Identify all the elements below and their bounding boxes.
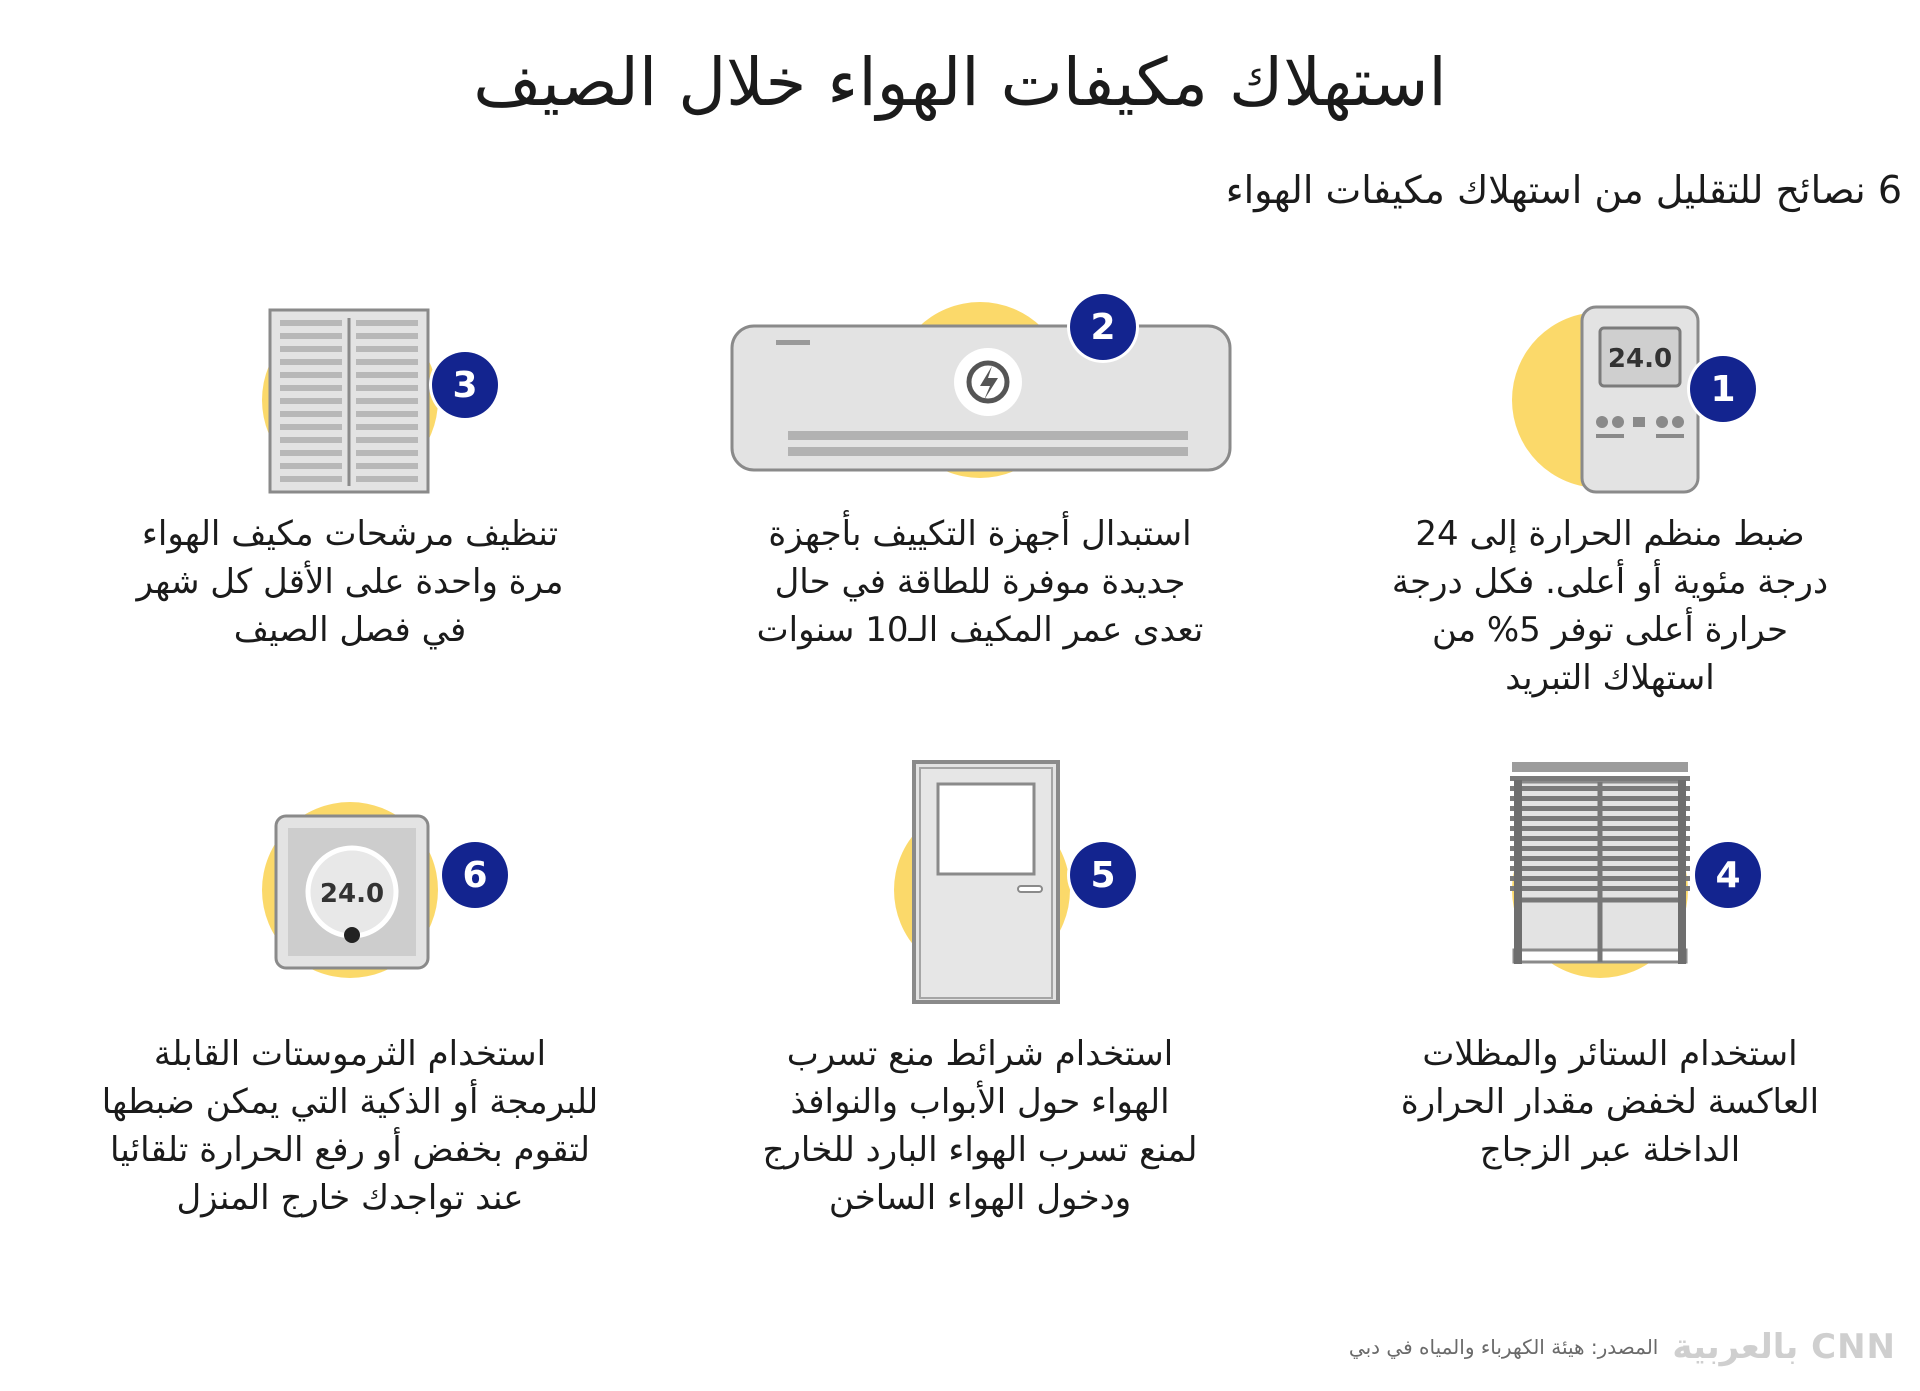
page-title: استهلاك مكيفات الهواء خلال الصيف: [473, 44, 1447, 121]
tip-2-badge: 2: [1070, 294, 1136, 360]
source-credit: المصدر: هيئة الكهرباء والمياه في دبي: [1348, 1335, 1659, 1359]
tip-3-text: تنظيف مرشحات مكيف الهواء مرة واحدة على الأقل كل شهر في فصل الصيف: [136, 514, 564, 650]
tip-4-badge: 4: [1695, 842, 1761, 908]
cnn-arabic-logo: CNN بالعربية: [1672, 1327, 1896, 1367]
thermostat-icon: [1500, 290, 1800, 510]
air-conditioner-icon: [700, 280, 1260, 490]
tip-6-text: استخدام الثرموستات القابلة للبرمجة أو الذكية التي يمكن ضبطها لتقوم بخفض أو رفع الحرارة تلقائيا عند تواجدك خارج المنزل: [101, 1034, 599, 1218]
tip-3: [90, 280, 610, 680]
tip-5-badge: 5: [1070, 842, 1136, 908]
tip-2: [700, 280, 1260, 680]
tip-4: [1360, 750, 1920, 1250]
page-subtitle: 6 نصائح للتقليل من استهلاك مكيفات الهواء: [1225, 168, 1902, 212]
tip-5-text: استخدام شرائط منع تسرب الهواء حول الأبواب والنوافذ لمنع تسرب الهواء البارد للخارج ودخول الهواء الساخن: [762, 1034, 1198, 1218]
tip-1-badge: 1: [1690, 356, 1756, 422]
tip-6: [60, 750, 640, 1250]
footer: [1349, 1327, 1896, 1367]
smart-thermostat-display: 24.0: [319, 879, 385, 909]
tip-5: [700, 750, 1260, 1250]
tip-2-text: استبدال أجهزة التكييف بأجهزة جديدة موفرة للطاقة في حال تعدى عمر المكيف الـ10 سنوات: [756, 514, 1204, 650]
tip-1-text: ضبط منظم الحرارة إلى 24 درجة مئوية أو أعلى. فكل درجة حرارة أعلى توفر 5% من استهلاك التبريد: [1391, 514, 1829, 698]
tip-4-text: استخدام الستائر والمظلات العاكسة لخفض مقدار الحرارة الداخلة عبر الزجاج: [1400, 1034, 1820, 1170]
thermostat-display: 24.0: [1607, 344, 1673, 374]
tip-6-badge: 6: [442, 842, 508, 908]
tip-3-badge: 3: [432, 352, 498, 418]
tip-1: [1360, 280, 1920, 700]
